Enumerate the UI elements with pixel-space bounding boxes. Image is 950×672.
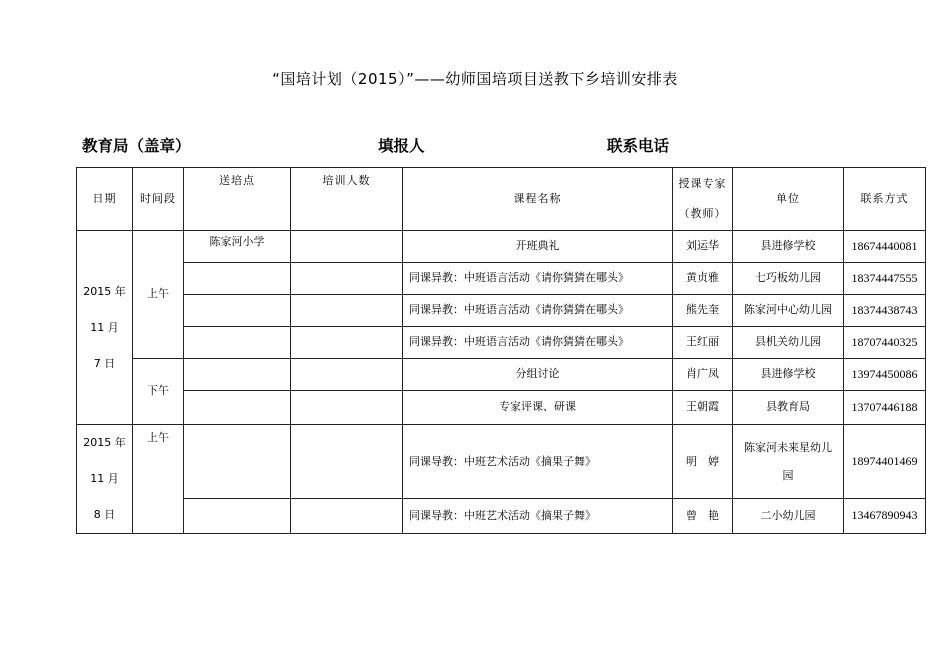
trainees-cell bbox=[291, 327, 403, 359]
table-row bbox=[77, 391, 926, 425]
unit-line2: 园 bbox=[782, 468, 794, 482]
period-morning: 上午 bbox=[133, 425, 184, 534]
contact-cell: 18374438743 bbox=[844, 295, 926, 327]
trainees-cell bbox=[291, 499, 403, 534]
site-cell bbox=[184, 327, 291, 359]
header-expert-line2: （教师） bbox=[678, 207, 727, 220]
date-day: 8 日 bbox=[93, 508, 116, 521]
header-date: 日期 bbox=[77, 168, 133, 231]
header-contact: 联系方式 bbox=[844, 168, 926, 231]
header-unit: 单位 bbox=[733, 168, 844, 231]
table-row bbox=[77, 295, 926, 327]
trainees-cell bbox=[291, 263, 403, 295]
unit-cell: 七巧板幼儿园 bbox=[733, 263, 844, 295]
trainees-cell bbox=[291, 295, 403, 327]
unit-cell: 陈家河中心幼儿园 bbox=[733, 295, 844, 327]
period-afternoon: 下午 bbox=[133, 359, 184, 425]
trainees-cell bbox=[291, 391, 403, 425]
expert-cell: 肖广凤 bbox=[673, 359, 733, 391]
header-expert bbox=[673, 168, 733, 231]
contact-cell: 18707440325 bbox=[844, 327, 926, 359]
date-cell-day1 bbox=[77, 231, 133, 425]
date-year: 2015 年 bbox=[83, 436, 126, 449]
trainees-cell bbox=[291, 231, 403, 263]
site-cell bbox=[184, 359, 291, 391]
header-expert-line1: 授课专家 bbox=[678, 177, 727, 190]
expert-cell: 黄贞雅 bbox=[673, 263, 733, 295]
header-course: 课程名称 bbox=[403, 168, 673, 231]
site-cell: 陈家河小学 bbox=[184, 231, 291, 263]
expert-cell: 王朝霞 bbox=[673, 391, 733, 425]
trainees-cell bbox=[291, 359, 403, 391]
unit-cell: 县进修学校 bbox=[733, 231, 844, 263]
filler-label: 填报人 bbox=[378, 137, 425, 155]
expert-cell: 曾 艳 bbox=[673, 499, 733, 534]
date-day: 7 日 bbox=[93, 356, 116, 370]
table-row bbox=[77, 263, 926, 295]
contact-cell: 18374447555 bbox=[844, 263, 926, 295]
unit-cell: 县机关幼儿园 bbox=[733, 327, 844, 359]
site-cell bbox=[184, 499, 291, 534]
table-row bbox=[77, 499, 926, 534]
header-site: 送培点 bbox=[184, 168, 291, 231]
site-cell bbox=[184, 425, 291, 499]
table-row bbox=[77, 425, 926, 499]
unit-cell: 县教育局 bbox=[733, 391, 844, 425]
unit-cell: 县进修学校 bbox=[733, 359, 844, 391]
contact-phone-label: 联系电话 bbox=[607, 137, 670, 155]
training-schedule-table bbox=[76, 167, 926, 534]
expert-cell: 熊先奎 bbox=[673, 295, 733, 327]
date-cell-day2 bbox=[77, 425, 133, 534]
date-year: 2015 年 bbox=[83, 284, 126, 298]
education-bureau-label: 教育局（盖章） bbox=[82, 137, 191, 155]
unit-cell bbox=[733, 425, 844, 499]
table-row bbox=[77, 231, 926, 263]
course-cell: 同课导教：中班艺术活动《摘果子舞》 bbox=[403, 425, 673, 499]
unit-line1: 陈家河未来星幼儿 bbox=[744, 440, 832, 454]
contact-cell: 18974401469 bbox=[844, 425, 926, 499]
contact-cell: 13974450086 bbox=[844, 359, 926, 391]
course-cell: 分组讨论 bbox=[403, 359, 673, 391]
site-cell bbox=[184, 391, 291, 425]
contact-cell: 13707446188 bbox=[844, 391, 926, 425]
header-period: 时间段 bbox=[133, 168, 184, 231]
table-row bbox=[77, 359, 926, 391]
trainees-cell bbox=[291, 425, 403, 499]
document-title: “国培计划（2015）”——幼师国培项目送教下乡培训安排表 bbox=[272, 70, 678, 88]
expert-cell: 明 婷 bbox=[673, 425, 733, 499]
unit-cell: 二小幼儿园 bbox=[733, 499, 844, 534]
course-cell: 同课导教：中班艺术活动《摘果子舞》 bbox=[403, 499, 673, 534]
site-cell bbox=[184, 295, 291, 327]
site-cell bbox=[184, 263, 291, 295]
table-row bbox=[77, 327, 926, 359]
expert-cell: 王红丽 bbox=[673, 327, 733, 359]
period-morning: 上午 bbox=[133, 231, 184, 359]
course-cell: 专家评课、研课 bbox=[403, 391, 673, 425]
date-month: 11 月 bbox=[90, 320, 119, 334]
course-cell: 同课异教：中班语言活动《请你猜猜在哪头》 bbox=[403, 295, 673, 327]
course-cell: 同课异教：中班语言活动《请你猜猜在哪头》 bbox=[403, 327, 673, 359]
header-trainees: 培训人数 bbox=[291, 168, 403, 231]
expert-cell: 刘运华 bbox=[673, 231, 733, 263]
contact-cell: 18674440081 bbox=[844, 231, 926, 263]
course-cell: 同课异教：中班语言活动《请你猜猜在哪头》 bbox=[403, 263, 673, 295]
header-row bbox=[77, 168, 926, 231]
course-cell: 开班典礼 bbox=[403, 231, 673, 263]
date-month: 11 月 bbox=[90, 472, 119, 485]
contact-cell: 13467890943 bbox=[844, 499, 926, 534]
